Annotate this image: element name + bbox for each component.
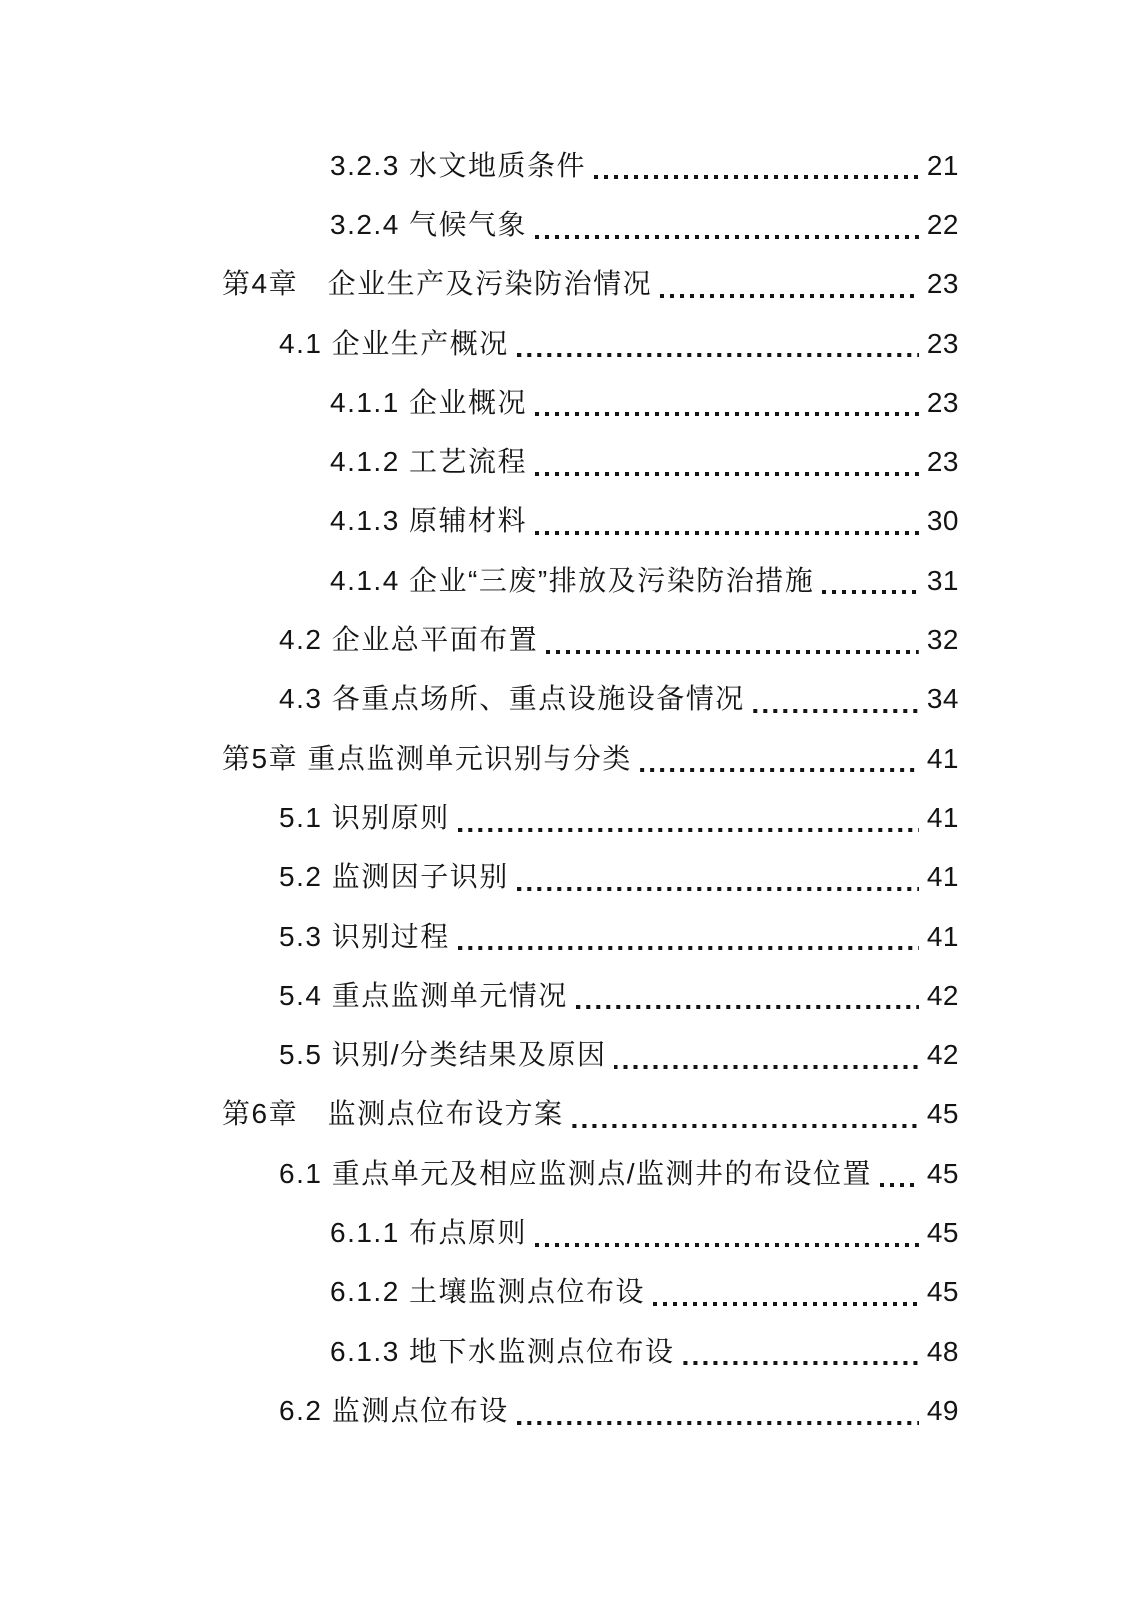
toc-dot-leader [535, 472, 919, 476]
toc-page-number: 45 [926, 1098, 959, 1130]
toc-page-number: 34 [926, 683, 959, 715]
toc-entry-text: 5.4 重点监测单元情况 [279, 979, 568, 1011]
toc-dot-leader [594, 175, 919, 179]
toc-dot-leader [683, 1361, 919, 1365]
toc-entry-text: 4.1.1 企业概况 [330, 386, 528, 418]
toc-page-number: 41 [926, 920, 959, 952]
toc-dot-leader [535, 531, 919, 535]
toc-entry[interactable] [222, 255, 959, 314]
toc-page-number: 23 [926, 386, 959, 418]
toc-entry[interactable] [222, 907, 959, 966]
toc-entry-text: 5.1 识别原则 [279, 801, 450, 833]
toc-entry-text: 4.2 企业总平面布置 [279, 624, 539, 656]
toc-page-number: 22 [926, 208, 959, 240]
toc-entry[interactable] [222, 1203, 959, 1262]
toc-entry-text: 第4章 企业生产及污染防治情况 [222, 268, 653, 300]
toc-dot-leader [535, 235, 919, 239]
toc-entry[interactable] [222, 492, 959, 551]
toc-page-number: 42 [926, 979, 959, 1011]
toc-entry-text: 3.2.3 水文地质条件 [330, 149, 587, 181]
toc-entry[interactable] [222, 1381, 959, 1440]
toc-entry-text: 4.1 企业生产概况 [279, 327, 509, 359]
toc-page-number: 45 [926, 1157, 959, 1189]
toc-entry[interactable] [222, 966, 959, 1025]
toc-entry-text: 4.3 各重点场所、重点设施设备情况 [279, 683, 745, 715]
toc-page-number: 23 [926, 327, 959, 359]
toc-page-number: 41 [926, 742, 959, 774]
toc-entry[interactable] [222, 610, 959, 669]
toc-entry-text: 4.1.3 原辅材料 [330, 505, 528, 537]
toc-entry[interactable] [222, 1085, 959, 1144]
toc-entry-text: 6.1.2 土壤监测点位布设 [330, 1276, 646, 1308]
toc-entry[interactable] [222, 1144, 959, 1203]
toc-entry[interactable] [222, 373, 959, 432]
toc-dot-leader [572, 1124, 919, 1128]
toc-dot-leader [614, 1065, 919, 1069]
toc-entry-text: 5.5 识别/分类结果及原因 [279, 1039, 607, 1071]
toc-entry[interactable] [222, 432, 959, 491]
toc-dot-leader [880, 1183, 919, 1187]
toc-entry-text: 4.1.4 企业“三废”排放及污染防治措施 [330, 564, 815, 596]
toc-page-number: 23 [926, 268, 959, 300]
toc-entry-text: 6.1 重点单元及相应监测点/监测井的布设位置 [279, 1157, 872, 1189]
toc-entry[interactable] [222, 314, 959, 373]
toc-entry[interactable] [222, 1322, 959, 1381]
toc-page-number: 30 [926, 505, 959, 537]
toc-dot-leader [640, 768, 919, 772]
toc-dot-leader [535, 412, 919, 416]
toc-entry-text: 5.2 监测因子识别 [279, 861, 509, 893]
toc-entry[interactable] [222, 670, 959, 729]
toc-dot-leader [576, 1005, 919, 1009]
toc-entry-text: 3.2.4 气候气象 [330, 208, 528, 240]
toc-page-number: 42 [926, 1039, 959, 1071]
toc-entry[interactable] [222, 1263, 959, 1322]
toc-page-number: 31 [926, 564, 959, 596]
toc-entry-text: 6.1.3 地下水监测点位布设 [330, 1335, 675, 1367]
toc-entry[interactable] [222, 1025, 959, 1084]
toc-page-number: 32 [926, 624, 959, 656]
toc-page-number: 41 [926, 861, 959, 893]
toc-dot-leader [517, 1421, 919, 1425]
toc-entry[interactable] [222, 551, 959, 610]
toc-page-number: 45 [926, 1216, 959, 1248]
toc-page-number: 41 [926, 801, 959, 833]
toc-entry[interactable] [222, 729, 959, 788]
toc-dot-leader [753, 709, 919, 713]
toc-entry-text: 6.2 监测点位布设 [279, 1394, 509, 1426]
toc-entry-text: 第5章 重点监测单元识别与分类 [222, 742, 632, 774]
toc-page-number: 21 [926, 149, 959, 181]
toc-entry-text: 5.3 识别过程 [279, 920, 450, 952]
toc-entry-text: 4.1.2 工艺流程 [330, 446, 528, 478]
toc-entry[interactable] [222, 136, 959, 195]
toc-entry[interactable] [222, 195, 959, 254]
toc-dot-leader [660, 294, 919, 298]
toc-dot-leader [517, 353, 919, 357]
toc-dot-leader [458, 828, 919, 832]
toc-page-number: 48 [926, 1335, 959, 1367]
toc-entry-text: 6.1.1 布点原则 [330, 1216, 528, 1248]
toc-page-number: 23 [926, 446, 959, 478]
toc-page-number: 49 [926, 1394, 959, 1426]
toc-dot-leader [517, 887, 919, 891]
toc-list [0, 136, 1131, 1441]
toc-entry[interactable] [222, 788, 959, 847]
toc-entry-text: 第6章 监测点位布设方案 [222, 1098, 564, 1130]
toc-page-number: 45 [926, 1276, 959, 1308]
toc-dot-leader [546, 650, 919, 654]
toc-dot-leader [822, 590, 919, 594]
toc-dot-leader [458, 946, 919, 950]
toc-entry[interactable] [222, 848, 959, 907]
toc-dot-leader [653, 1302, 919, 1306]
toc-dot-leader [535, 1243, 919, 1247]
